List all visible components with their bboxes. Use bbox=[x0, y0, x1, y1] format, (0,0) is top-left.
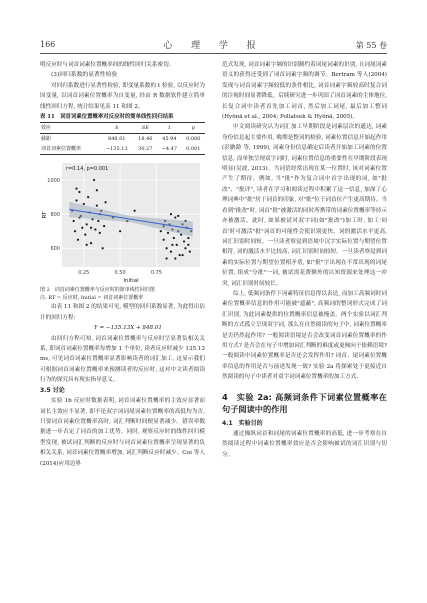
table-header-se: SE bbox=[134, 123, 157, 134]
scatter-chart bbox=[40, 159, 205, 284]
table-cell: 45.94 bbox=[162, 136, 177, 143]
x-axis-label: Initial bbox=[123, 278, 139, 285]
section-experiment-2a-title: 4 实验 2a: 高频词条件下词素位置概率在句子阅读中的作用 bbox=[222, 391, 387, 414]
data-point bbox=[81, 227, 83, 229]
subsection-purpose-title: 4.1 实验目的 bbox=[222, 419, 263, 427]
chart-annotation: r=0.14, p=0.001 bbox=[66, 166, 109, 173]
data-point bbox=[171, 244, 173, 246]
data-point bbox=[78, 191, 80, 193]
subheading-coefficient-test: (3)回归系数的显著性检验 bbox=[51, 72, 118, 79]
table-cell: 截距 bbox=[41, 136, 52, 143]
data-point bbox=[104, 202, 106, 204]
data-point bbox=[97, 220, 99, 222]
data-point bbox=[96, 190, 98, 192]
data-point bbox=[73, 220, 75, 222]
page-header bbox=[40, 38, 387, 52]
section-discussion-title: 3.5 讨论 bbox=[40, 386, 65, 394]
data-point bbox=[87, 196, 89, 198]
left-paragraph-1: 明反应时与词首词素位置概率间的线性回归关系密切。 bbox=[40, 62, 175, 68]
data-point bbox=[77, 239, 79, 241]
left-paragraph-5: 实验 1b 反应时数据表明, 词首词素位置概率的主效应显著而词长主效应不显著, 即不论双字词词尾词素位置概率的高低均为否, 只要词首词素位置概率高时, 词汇判断时间便显著减少。错误率数据进一步否定了词首的加工优势。同时, 观察反应时的线性回归模型发现, 被试词汇判断的反应时与词首词素位置概率呈现显著的负相关关系, 词首词素位置概率增加, 词汇判断反应时减少。Cui 等人(2014)应用边界 bbox=[40, 398, 205, 467]
left-column bbox=[40, 60, 205, 469]
data-point bbox=[119, 231, 121, 233]
table-cell: 0.000 bbox=[186, 136, 201, 143]
data-point bbox=[99, 232, 101, 234]
data-point bbox=[176, 244, 178, 246]
regression-equation: Y = −135.13X + 848.01 bbox=[94, 325, 162, 332]
data-point bbox=[184, 248, 186, 250]
right-paragraph-1: 范式发现, 词首词素字频的识别制约着词尾词素的识别, 且词尾词素语义的获得还受到了词首词素字频的调节。Bertram 等人(2004)发现与词首词素字频较低的条件相比, 词首词素字频较高时复合词的注视时间显著降低。后续研究进一步巩固了词首词素的主体地位, 长复合词中读者首先加工词首, 然后加工词尾, 最后加工整词(Hyönä et al., 2004; Pollatsek & Hyönä, 2005)。 bbox=[222, 62, 387, 121]
data-point bbox=[86, 244, 88, 246]
table-caption: 表 11 词首词素位置概率对反应时的简单线性回归结果 bbox=[40, 114, 174, 121]
data-point bbox=[177, 215, 179, 217]
right-column bbox=[222, 60, 387, 460]
data-point bbox=[102, 248, 104, 250]
data-point bbox=[96, 205, 98, 207]
right-paragraph-3: 综上, 低频词条件下词素特征信息得以表达, 而加工高频词时词素位置概率信息的作用可能被"遮蔽", 高频词的整词形式完成了词汇识别, 为此词素提供的位置概率信息被掩盖。两个实验以词汇判断的方式孤立呈现双字词, 那么在自然阅读的句子中, 词素位置概率是否仍然起作用? 一般阅读语境是否会改变词首词素位置概率的作用方式? 是否会在句子中增加词汇判断的难度或更倾向于依赖语境? 一般阅读中词素位置概率是否还会发挥作用? 词首、尾词素位置概率信息的作用是否与前述发现一致? 实验 2a 将探索处于更接近自然阅读的句子中读者对双字词词素位置概率的加工方式。 bbox=[222, 290, 387, 381]
data-point bbox=[75, 188, 77, 190]
table-cell: 词首词素位置概率 bbox=[40, 144, 100, 155]
data-point bbox=[183, 241, 185, 243]
y-axis-label: RT bbox=[42, 212, 48, 219]
data-point bbox=[90, 242, 92, 244]
header-rule bbox=[40, 53, 387, 54]
y-tick-label: 600 bbox=[50, 246, 60, 253]
table-cell: 18.46 bbox=[138, 136, 153, 143]
data-point bbox=[174, 258, 176, 260]
data-point bbox=[86, 224, 88, 226]
data-point bbox=[174, 217, 176, 219]
journal-title: 心 理 学 报 bbox=[163, 41, 264, 51]
figure-caption: 图 2 词首词素位置概率与反应时的简单线性回归图 注: RT = 反应时, Initial = 词首词素位置概率 bbox=[40, 287, 155, 302]
data-point bbox=[160, 231, 162, 233]
table-cell: −4.47 bbox=[157, 144, 182, 155]
data-point bbox=[84, 234, 86, 236]
data-point bbox=[74, 231, 76, 233]
data-point bbox=[189, 251, 191, 253]
table-cell: 30.27 bbox=[134, 144, 157, 155]
data-point bbox=[163, 239, 165, 241]
table-cell: −135.13 bbox=[100, 144, 134, 155]
data-point bbox=[94, 229, 96, 231]
left-paragraph-4: 由回归方程可知, 词首词素位置概率与反应时呈显著负相关关系, 即词首词素位置概率每增加 1 个单位, 读者反应时减少 135.13 ms, 可见词首词素位置概率显著影响读者的词汇加工, 这显示我们可根据词首词素位置概率来预测读者的反应时, 这对中文读者阅读行为的探究具有现实指导意义。 bbox=[40, 335, 205, 384]
data-point bbox=[93, 179, 95, 181]
data-point bbox=[170, 213, 172, 215]
table-header-b: b bbox=[100, 123, 134, 134]
left-paragraph-3: 由表 11 和图 2 的结果可见, 模型的回归系数显著, 为此得出估计的回归方程: bbox=[40, 304, 205, 321]
table-header-effect: 效应 bbox=[40, 123, 100, 134]
right-paragraph-2: 中文阅读研究认为词汇加工早期阶段是词素层次的通达, 词素身份信息起主要作用, 晚期是整词的检验, 词素位置信息开始起作用(彭聃龄 等, 1999), 词素身份信息确定后读者开始加工词素的位置信息, 而单独呈现双字词时, 词素位置信息的重要性在早期阶段表现明显(吴波, 2013)。当词语经常出现在某一位置时, 该对词素位置产生了期待。例如, 当"批"作为复合词中首字出现的词, 如"批改"、"批评", 读者在学习和阅读过程中积累了这一信息, 加深了心理词典中"批"居于词首的印象, 对"批"位于词首位产生更高期待。当看到"批改"时, 词首"批"被激活的同时所携带的词素位置概率等持示亦被激活。此时, 如果被试对双字词(如"批改")加工时, 加工'同首'时可激活"批"词首的可能性会使识别更快、词的激活水平更高, 词汇识别时间短。一旦读者察觉到语境中汉字实际位置与期望位置相符, 词的激活水平比较高, 词汇识别时间较短。一旦读者察觉到词素的实际位置与期望位置相矛盾, 如"批"字出现在不常出现的词尾位置, 组成"分批"一词, 被试需花费额外的认知资源来处理这一冲突, 词汇识别时间较长。 bbox=[222, 124, 387, 287]
data-point bbox=[167, 232, 169, 234]
regression-table bbox=[40, 122, 205, 155]
data-point bbox=[83, 203, 85, 205]
data-point bbox=[187, 244, 189, 246]
data-point bbox=[75, 200, 77, 202]
regression-figure bbox=[40, 159, 205, 284]
x-tick-label: 0.50 bbox=[114, 270, 126, 277]
x-tick-label: 0.75 bbox=[150, 270, 162, 277]
table-cell: 0.001 bbox=[182, 144, 205, 155]
left-paragraph-2: 对回归系数进行显著性检验, 即变量系数的 t 检验, 以反应时为因变量, 以词首词素位置概率为自变量, 经由 R 数据软件建立简单线性回归方程, 统计结果见表 11 和图 2。 bbox=[40, 82, 205, 110]
data-point bbox=[134, 210, 136, 212]
x-tick-label: 0.25 bbox=[78, 270, 90, 277]
data-point bbox=[187, 237, 189, 239]
data-point bbox=[165, 248, 167, 250]
table-cell: 848.01 bbox=[108, 136, 126, 143]
table-header-p: p bbox=[182, 123, 205, 134]
data-point bbox=[103, 225, 105, 227]
page-number: 166 bbox=[40, 40, 56, 49]
data-point bbox=[165, 258, 167, 260]
table-row bbox=[40, 134, 205, 145]
table-header-t: t bbox=[157, 123, 182, 134]
table-row bbox=[40, 144, 205, 155]
data-point bbox=[90, 227, 92, 229]
volume-label: 第 55 卷 bbox=[355, 41, 387, 50]
data-point bbox=[173, 237, 175, 239]
data-point bbox=[181, 254, 183, 256]
data-point bbox=[170, 251, 172, 253]
y-tick-label: 800 bbox=[50, 212, 60, 219]
right-paragraph-4: 通过操纵词首和词尾的词素位置概率的高低, 进一步考察在自然阅读过程中词素位置概率效应是否会影响被试的词汇识别与切分。 bbox=[222, 431, 387, 458]
y-tick-label: 1000 bbox=[47, 178, 60, 185]
data-point bbox=[179, 254, 181, 256]
